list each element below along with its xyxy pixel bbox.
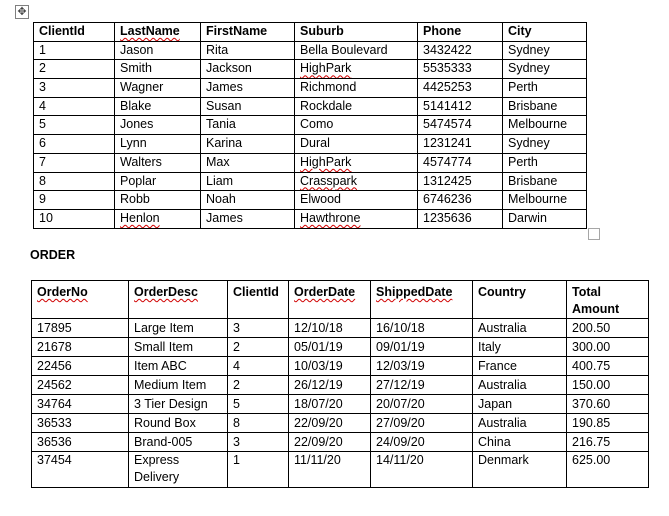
order-cell-text: 4 <box>233 359 240 373</box>
order-cell <box>129 414 228 433</box>
order-cell-text: Australia <box>478 321 527 335</box>
order-header-row <box>32 281 649 319</box>
order-cell-text: 21678 <box>37 340 72 354</box>
order-header-cell <box>473 281 567 319</box>
client-header-cell <box>34 23 115 42</box>
client-cell <box>503 41 587 60</box>
client-cell <box>115 153 201 172</box>
client-cell-text: HighPark <box>300 154 352 169</box>
order-cell-text: 16/10/18 <box>376 321 425 335</box>
table-row <box>34 97 587 116</box>
client-cell-text: Crasspark <box>300 173 357 188</box>
client-header-cell <box>503 23 587 42</box>
order-cell <box>228 357 289 376</box>
client-cell <box>418 41 503 60</box>
order-cell <box>289 376 371 395</box>
client-header-cell <box>295 23 418 42</box>
order-cell-text: 18/07/20 <box>294 397 343 411</box>
order-cell <box>371 433 473 452</box>
client-cell <box>201 97 295 116</box>
client-header-row <box>34 23 587 42</box>
order-cell <box>129 376 228 395</box>
order-cell-text: Australia <box>478 378 527 392</box>
order-cell <box>371 338 473 357</box>
order-cell <box>32 376 129 395</box>
order-cell-text: 3 <box>233 435 240 449</box>
order-header-cell <box>371 281 473 319</box>
client-cell-text: 4 <box>39 98 46 113</box>
order-cell-text: 36533 <box>37 416 72 430</box>
order-cell <box>567 452 649 488</box>
client-cell <box>201 135 295 154</box>
client-cell-text: HighPark <box>300 61 352 76</box>
client-cell-text: Bella Boulevard <box>300 42 388 57</box>
order-cell-text: 14/11/20 <box>376 453 424 467</box>
order-cell <box>129 433 228 452</box>
client-cell <box>295 97 418 116</box>
order-cell-text: 09/01/19 <box>376 340 425 354</box>
client-cell <box>34 79 115 98</box>
order-cell <box>567 376 649 395</box>
client-cell <box>503 116 587 135</box>
client-cell <box>295 153 418 172</box>
order-cell-text: 200.50 <box>572 321 611 335</box>
client-cell-text: Sydney <box>508 42 550 57</box>
order-cell-text: 2 <box>233 378 240 392</box>
client-cell <box>418 153 503 172</box>
table-row <box>32 452 649 488</box>
order-cell <box>473 357 567 376</box>
order-cell-text: 10/03/19 <box>294 359 343 373</box>
order-cell-text: 190.85 <box>572 416 611 430</box>
client-cell <box>34 153 115 172</box>
client-cell <box>418 60 503 79</box>
client-cell-text: 5 <box>39 117 46 132</box>
client-cell-text: Lynn <box>120 136 147 151</box>
order-cell <box>129 357 228 376</box>
client-cell-text: Robb <box>120 192 150 207</box>
client-cell-text: 1 <box>39 42 46 57</box>
order-header-cell-text: ClientId <box>233 285 279 299</box>
order-cell-text: 150.00 <box>572 378 611 392</box>
client-cell <box>201 153 295 172</box>
client-table-body <box>34 23 587 229</box>
order-cell-text: Express Delivery <box>134 453 180 484</box>
client-cell-text: Liam <box>206 173 234 188</box>
order-header-cell <box>567 281 649 319</box>
order-cell <box>32 319 129 338</box>
order-header-cell <box>129 281 228 319</box>
client-cell <box>115 97 201 116</box>
order-cell-text: 370.60 <box>572 397 611 411</box>
order-cell <box>228 319 289 338</box>
client-cell <box>201 116 295 135</box>
client-cell-text: Elwood <box>300 192 341 207</box>
client-header-cell-text: LastName <box>120 24 180 38</box>
order-cell-text: 22/09/20 <box>294 416 343 430</box>
order-cell <box>129 338 228 357</box>
order-cell <box>371 395 473 414</box>
client-cell-text: 5141412 <box>423 98 472 113</box>
order-cell-text: 8 <box>233 416 240 430</box>
client-cell-text: 5535333 <box>423 61 472 76</box>
client-cell <box>201 60 295 79</box>
client-cell <box>115 79 201 98</box>
table-row <box>32 338 649 357</box>
client-cell-text: 1231241 <box>423 136 472 151</box>
order-cell-text: Medium Item <box>134 378 207 392</box>
order-cell-text: 2 <box>233 340 240 354</box>
order-cell <box>567 357 649 376</box>
table-row <box>32 414 649 433</box>
client-cell-text: Smith <box>120 61 152 76</box>
client-cell-text: 10 <box>39 210 53 225</box>
order-cell <box>473 395 567 414</box>
client-cell-text: Como <box>300 117 334 132</box>
table-row <box>34 209 587 228</box>
order-cell-text: 17895 <box>37 321 72 335</box>
client-cell-text: Hawthrone <box>300 210 361 225</box>
order-cell-text: 1 <box>233 453 240 467</box>
order-cell <box>228 376 289 395</box>
order-cell-text: 34764 <box>37 397 72 411</box>
client-cell-text: Wagner <box>120 80 164 95</box>
order-cell <box>32 433 129 452</box>
order-cell-text: 216.75 <box>572 435 611 449</box>
client-cell-text: Sydney <box>508 61 550 76</box>
order-cell-text: 37454 <box>37 453 72 467</box>
client-cell-text: 3432422 <box>423 42 472 57</box>
client-cell <box>34 97 115 116</box>
order-table <box>31 280 649 488</box>
order-cell <box>371 357 473 376</box>
table-move-handle-icon[interactable]: ✥ <box>15 5 29 19</box>
client-cell-text: Sydney <box>508 136 550 151</box>
client-cell-text: Rockdale <box>300 98 353 113</box>
table-row <box>32 319 649 338</box>
order-cell-text: 300.00 <box>572 340 611 354</box>
order-cell-text: 11/11/20 <box>294 453 341 467</box>
client-header-cell-text: Phone <box>423 24 462 38</box>
client-cell <box>34 116 115 135</box>
client-cell-text: 1312425 <box>423 173 472 188</box>
order-cell <box>129 452 228 488</box>
order-cell <box>567 395 649 414</box>
order-cell <box>129 395 228 414</box>
client-cell <box>201 209 295 228</box>
table-row <box>34 79 587 98</box>
order-cell <box>371 452 473 488</box>
client-cell <box>295 116 418 135</box>
client-cell-text: Max <box>206 154 230 169</box>
client-header-cell-text: FirstName <box>206 24 268 38</box>
order-cell <box>473 433 567 452</box>
order-cell-text: 05/01/19 <box>294 340 343 354</box>
order-header-cell-text: OrderNo <box>37 285 88 299</box>
client-cell <box>418 191 503 210</box>
client-cell-text: Henlon <box>120 210 160 225</box>
client-cell <box>201 191 295 210</box>
client-cell-text: 6 <box>39 136 46 151</box>
order-cell-text: 24/09/20 <box>376 435 425 449</box>
table-row <box>32 376 649 395</box>
order-cell <box>228 452 289 488</box>
order-cell-text: Australia <box>478 416 527 430</box>
client-cell-text: Jones <box>120 117 154 132</box>
client-cell <box>503 172 587 191</box>
order-cell <box>371 319 473 338</box>
order-cell <box>32 338 129 357</box>
order-cell <box>567 319 649 338</box>
client-cell-text: Tania <box>206 117 236 132</box>
table-row <box>34 153 587 172</box>
client-cell <box>201 79 295 98</box>
client-cell-text: 2 <box>39 61 46 76</box>
client-cell <box>115 209 201 228</box>
client-cell-text: 8 <box>39 173 46 188</box>
order-cell-text: 3 <box>233 321 240 335</box>
order-cell <box>289 433 371 452</box>
order-cell <box>289 414 371 433</box>
table-row <box>34 60 587 79</box>
client-cell-text: Perth <box>508 154 538 169</box>
client-cell <box>115 172 201 191</box>
order-cell-text: Japan <box>478 397 513 411</box>
order-cell-text: China <box>478 435 511 449</box>
order-cell <box>289 452 371 488</box>
client-cell <box>295 191 418 210</box>
order-cell <box>473 319 567 338</box>
order-table-body <box>32 281 649 488</box>
client-header-cell <box>418 23 503 42</box>
client-cell-text: 7 <box>39 154 46 169</box>
client-cell <box>295 79 418 98</box>
order-cell <box>32 414 129 433</box>
order-cell-text: Round Box <box>134 416 196 430</box>
order-cell <box>129 319 228 338</box>
client-cell-text: Poplar <box>120 173 157 188</box>
order-header-cell-text: OrderDate <box>294 285 356 299</box>
order-cell <box>473 452 567 488</box>
order-cell <box>32 452 129 488</box>
order-cell <box>228 414 289 433</box>
client-cell-text: Brisbane <box>508 173 558 188</box>
order-cell-text: Brand-005 <box>134 435 193 449</box>
client-cell <box>34 135 115 154</box>
client-cell-text: Rita <box>206 42 229 57</box>
client-cell <box>418 172 503 191</box>
order-cell <box>473 338 567 357</box>
client-cell <box>295 172 418 191</box>
order-cell-text: Small Item <box>134 340 194 354</box>
client-cell <box>115 135 201 154</box>
order-cell-text: 27/09/20 <box>376 416 425 430</box>
table-row <box>34 172 587 191</box>
order-cell <box>473 376 567 395</box>
order-cell-text: 3 Tier Design <box>134 397 208 411</box>
table-row <box>32 357 649 376</box>
order-cell-text: 400.75 <box>572 359 611 373</box>
client-cell-text: Richmond <box>300 80 357 95</box>
order-header-cell <box>32 281 129 319</box>
client-cell <box>503 191 587 210</box>
order-cell-text: 26/12/19 <box>294 378 343 392</box>
client-cell <box>34 191 115 210</box>
client-cell-text: James <box>206 80 243 95</box>
client-cell <box>34 60 115 79</box>
order-section-title: ORDER <box>30 248 76 262</box>
order-cell-text: 24562 <box>37 378 72 392</box>
order-cell-text: 12/03/19 <box>376 359 425 373</box>
order-header-cell-text: OrderDesc <box>134 285 198 299</box>
order-cell-text: 5 <box>233 397 240 411</box>
order-cell <box>228 433 289 452</box>
client-cell-text: 3 <box>39 80 46 95</box>
client-cell <box>295 41 418 60</box>
client-header-cell-text: Suburb <box>300 24 344 38</box>
order-cell <box>567 338 649 357</box>
order-cell-text: 12/10/18 <box>294 321 343 335</box>
client-cell <box>295 135 418 154</box>
order-cell <box>371 376 473 395</box>
client-cell-text: 1235636 <box>423 210 472 225</box>
client-cell-text: James <box>206 210 243 225</box>
client-cell <box>295 209 418 228</box>
table-row <box>32 433 649 452</box>
order-cell-text: France <box>478 359 517 373</box>
client-cell <box>201 172 295 191</box>
client-cell-text: 6746236 <box>423 192 472 207</box>
client-cell-text: Melbourne <box>508 192 568 207</box>
client-header-cell-text: City <box>508 24 532 38</box>
order-header-cell <box>228 281 289 319</box>
client-cell-text: Darwin <box>508 210 547 225</box>
client-cell <box>295 60 418 79</box>
client-cell-text: 5474574 <box>423 117 472 132</box>
client-cell-text: Noah <box>206 192 236 207</box>
table-row <box>34 135 587 154</box>
table-row <box>32 395 649 414</box>
order-cell-text: 36536 <box>37 435 72 449</box>
client-cell-text: Walters <box>120 154 162 169</box>
order-cell <box>228 395 289 414</box>
order-header-cell <box>289 281 371 319</box>
order-cell-text: 625.00 <box>572 453 611 467</box>
table-row <box>34 116 587 135</box>
client-cell-text: Karina <box>206 136 243 151</box>
client-cell-text: Perth <box>508 80 538 95</box>
client-cell <box>503 79 587 98</box>
order-cell-text: Large Item <box>134 321 194 335</box>
order-cell <box>228 338 289 357</box>
order-cell-text: 20/07/20 <box>376 397 425 411</box>
order-cell <box>567 414 649 433</box>
client-cell-text: Susan <box>206 98 242 113</box>
client-cell-text: Dural <box>300 136 330 151</box>
client-cell-text: 4425253 <box>423 80 472 95</box>
order-cell <box>289 319 371 338</box>
client-cell <box>115 116 201 135</box>
client-cell <box>418 135 503 154</box>
order-cell <box>371 414 473 433</box>
order-header-cell-text: Country <box>478 285 526 299</box>
client-cell <box>418 116 503 135</box>
order-cell-text: 22456 <box>37 359 72 373</box>
client-cell <box>201 41 295 60</box>
client-table <box>33 22 587 229</box>
client-cell <box>503 153 587 172</box>
client-cell <box>503 60 587 79</box>
order-header-cell-text: Total Amount <box>572 285 620 316</box>
order-cell-text: 27/12/19 <box>376 378 425 392</box>
client-cell <box>503 135 587 154</box>
order-cell <box>32 357 129 376</box>
order-cell-text: 22/09/20 <box>294 435 343 449</box>
order-cell <box>289 357 371 376</box>
client-cell <box>34 209 115 228</box>
client-cell-text: 9 <box>39 192 46 207</box>
client-cell-text: Melbourne <box>508 117 568 132</box>
order-cell <box>32 395 129 414</box>
client-cell <box>115 41 201 60</box>
client-cell-text: Blake <box>120 98 152 113</box>
client-cell-text: 4574774 <box>423 154 472 169</box>
client-cell <box>34 41 115 60</box>
order-cell <box>567 433 649 452</box>
client-cell-text: Brisbane <box>508 98 558 113</box>
client-cell <box>503 97 587 116</box>
table-row <box>34 41 587 60</box>
client-cell <box>418 209 503 228</box>
client-header-cell-text: ClientId <box>39 24 85 38</box>
client-cell <box>418 97 503 116</box>
client-cell <box>503 209 587 228</box>
order-cell <box>289 395 371 414</box>
client-cell <box>115 60 201 79</box>
table-row <box>34 191 587 210</box>
order-cell <box>289 338 371 357</box>
client-cell <box>34 172 115 191</box>
client-header-cell <box>201 23 295 42</box>
client-cell <box>115 191 201 210</box>
order-cell-text: Item ABC <box>134 359 187 373</box>
client-cell-text: Jason <box>120 42 154 57</box>
table-resize-handle[interactable] <box>588 228 600 240</box>
order-header-cell-text: ShippedDate <box>376 285 453 299</box>
order-cell-text: Denmark <box>478 453 529 467</box>
client-cell-text: Jackson <box>206 61 252 76</box>
order-cell-text: Italy <box>478 340 501 354</box>
order-cell <box>473 414 567 433</box>
client-cell <box>418 79 503 98</box>
client-header-cell <box>115 23 201 42</box>
